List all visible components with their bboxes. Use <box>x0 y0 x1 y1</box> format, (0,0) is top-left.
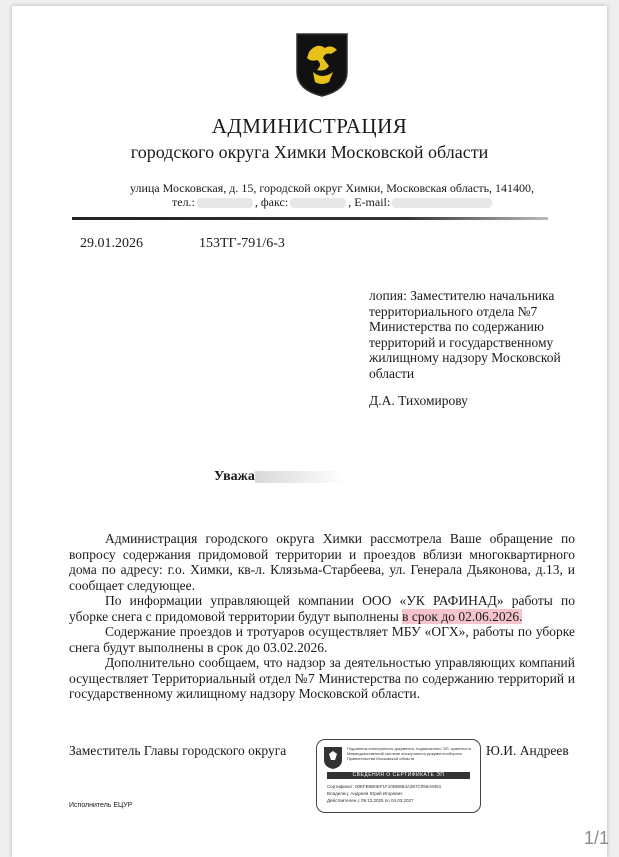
signatory-name: Ю.И. Андреев <box>486 743 569 758</box>
email-label: , E-mail: <box>348 195 391 209</box>
executor-note: Исполнитель ЕЦУР <box>69 802 133 809</box>
redacted-greeting <box>255 471 345 483</box>
body-paragraph: Дополнительно сообщаем, что надзор за деятельностью управляющих компаний осуществляет Территориальный отдел №7 Министерства по содержанию территорий и государственному жилищному надзору Московской области. <box>69 655 575 701</box>
page-indicator: 1/1 <box>583 828 609 848</box>
registration-number: 153ТГ-791/6-3 <box>199 236 285 251</box>
document-page <box>12 6 607 857</box>
org-address: улица Московская, д. 15, городской округ Химки, Московская область, 141400, <box>130 181 535 195</box>
body-paragraph: Администрация городского округа Химки рассмотрела Ваше обращение по вопросу содержания придомовой территории и проездов вблизи многоквартирного дома по адресу: г.о. Химки, кв-л. Клязьма-Старбеева, ул. Генерала Дьяконова, д.13, и сообщает следующее. <box>69 531 575 593</box>
addressee-block <box>369 288 579 381</box>
redacted-fax <box>290 198 346 208</box>
greeting <box>214 469 345 485</box>
coat-of-arms-icon <box>295 32 349 98</box>
org-contacts <box>172 195 494 210</box>
addressee-line: жилищному надзору Московской <box>369 350 561 365</box>
body-paragraph: Содержание проездов и тротуаров осуществляет МБУ «ОГХ», работы по уборке снега будут выполнены в срок до 03.02.2026. <box>69 624 575 655</box>
greeting-text: Уважа <box>214 469 255 484</box>
stamp-emblem-icon <box>323 746 343 770</box>
registration-date: 29.01.2026 <box>80 236 143 251</box>
paragraph-text: По информации управляющей компании ООО «УК РАФИНАД» работы по уборке снега с придомовой территории будут выполнены <box>69 593 575 624</box>
header-divider <box>72 217 548 220</box>
redacted-phone <box>197 198 253 208</box>
addressee-line: Министерства по содержанию <box>369 319 544 334</box>
letter-body <box>69 531 575 702</box>
phone-label: тел.: <box>172 195 195 209</box>
redacted-email <box>392 198 492 208</box>
addressee-line: территорий и государственному <box>369 334 554 350</box>
stamp-note: Подлинник электронного документа, подписанного ЭП, хранится в Межведомственной системе электронного документооборота Правительства Московской области <box>347 746 471 761</box>
recipient-name: Д.А. Тихомирову <box>369 393 468 408</box>
stamp-owner: Владелец: Андреев Юрий Игоревич <box>327 791 403 796</box>
org-title: АДМИНИСТРАЦИЯ <box>211 114 408 138</box>
highlighted-deadline: в срок до 02.06.2026. <box>402 608 523 624</box>
electronic-signature-stamp <box>316 739 481 813</box>
org-subtitle: городского округа Химки Московской области <box>130 142 489 162</box>
signatory-position: Заместитель Главы городского округа <box>69 743 287 758</box>
body-paragraph <box>69 593 575 624</box>
stamp-certificate: Сертификат: 00EFB0B0EF1F10DB6B4A367C056A9351 <box>327 784 442 789</box>
stamp-heading: СВЕДЕНИЯ О СЕРТИФИКАТЕ ЭП <box>327 772 470 779</box>
addressee-line: территориального отдела №7 <box>369 303 538 319</box>
addressee-line: области <box>369 365 415 381</box>
stamp-validity: Действителен с 09.12.2025 по 04.03.2027 <box>327 798 414 803</box>
fax-label: , факс: <box>254 195 289 209</box>
addressee-line: лопия: Заместителю начальника <box>369 288 555 303</box>
